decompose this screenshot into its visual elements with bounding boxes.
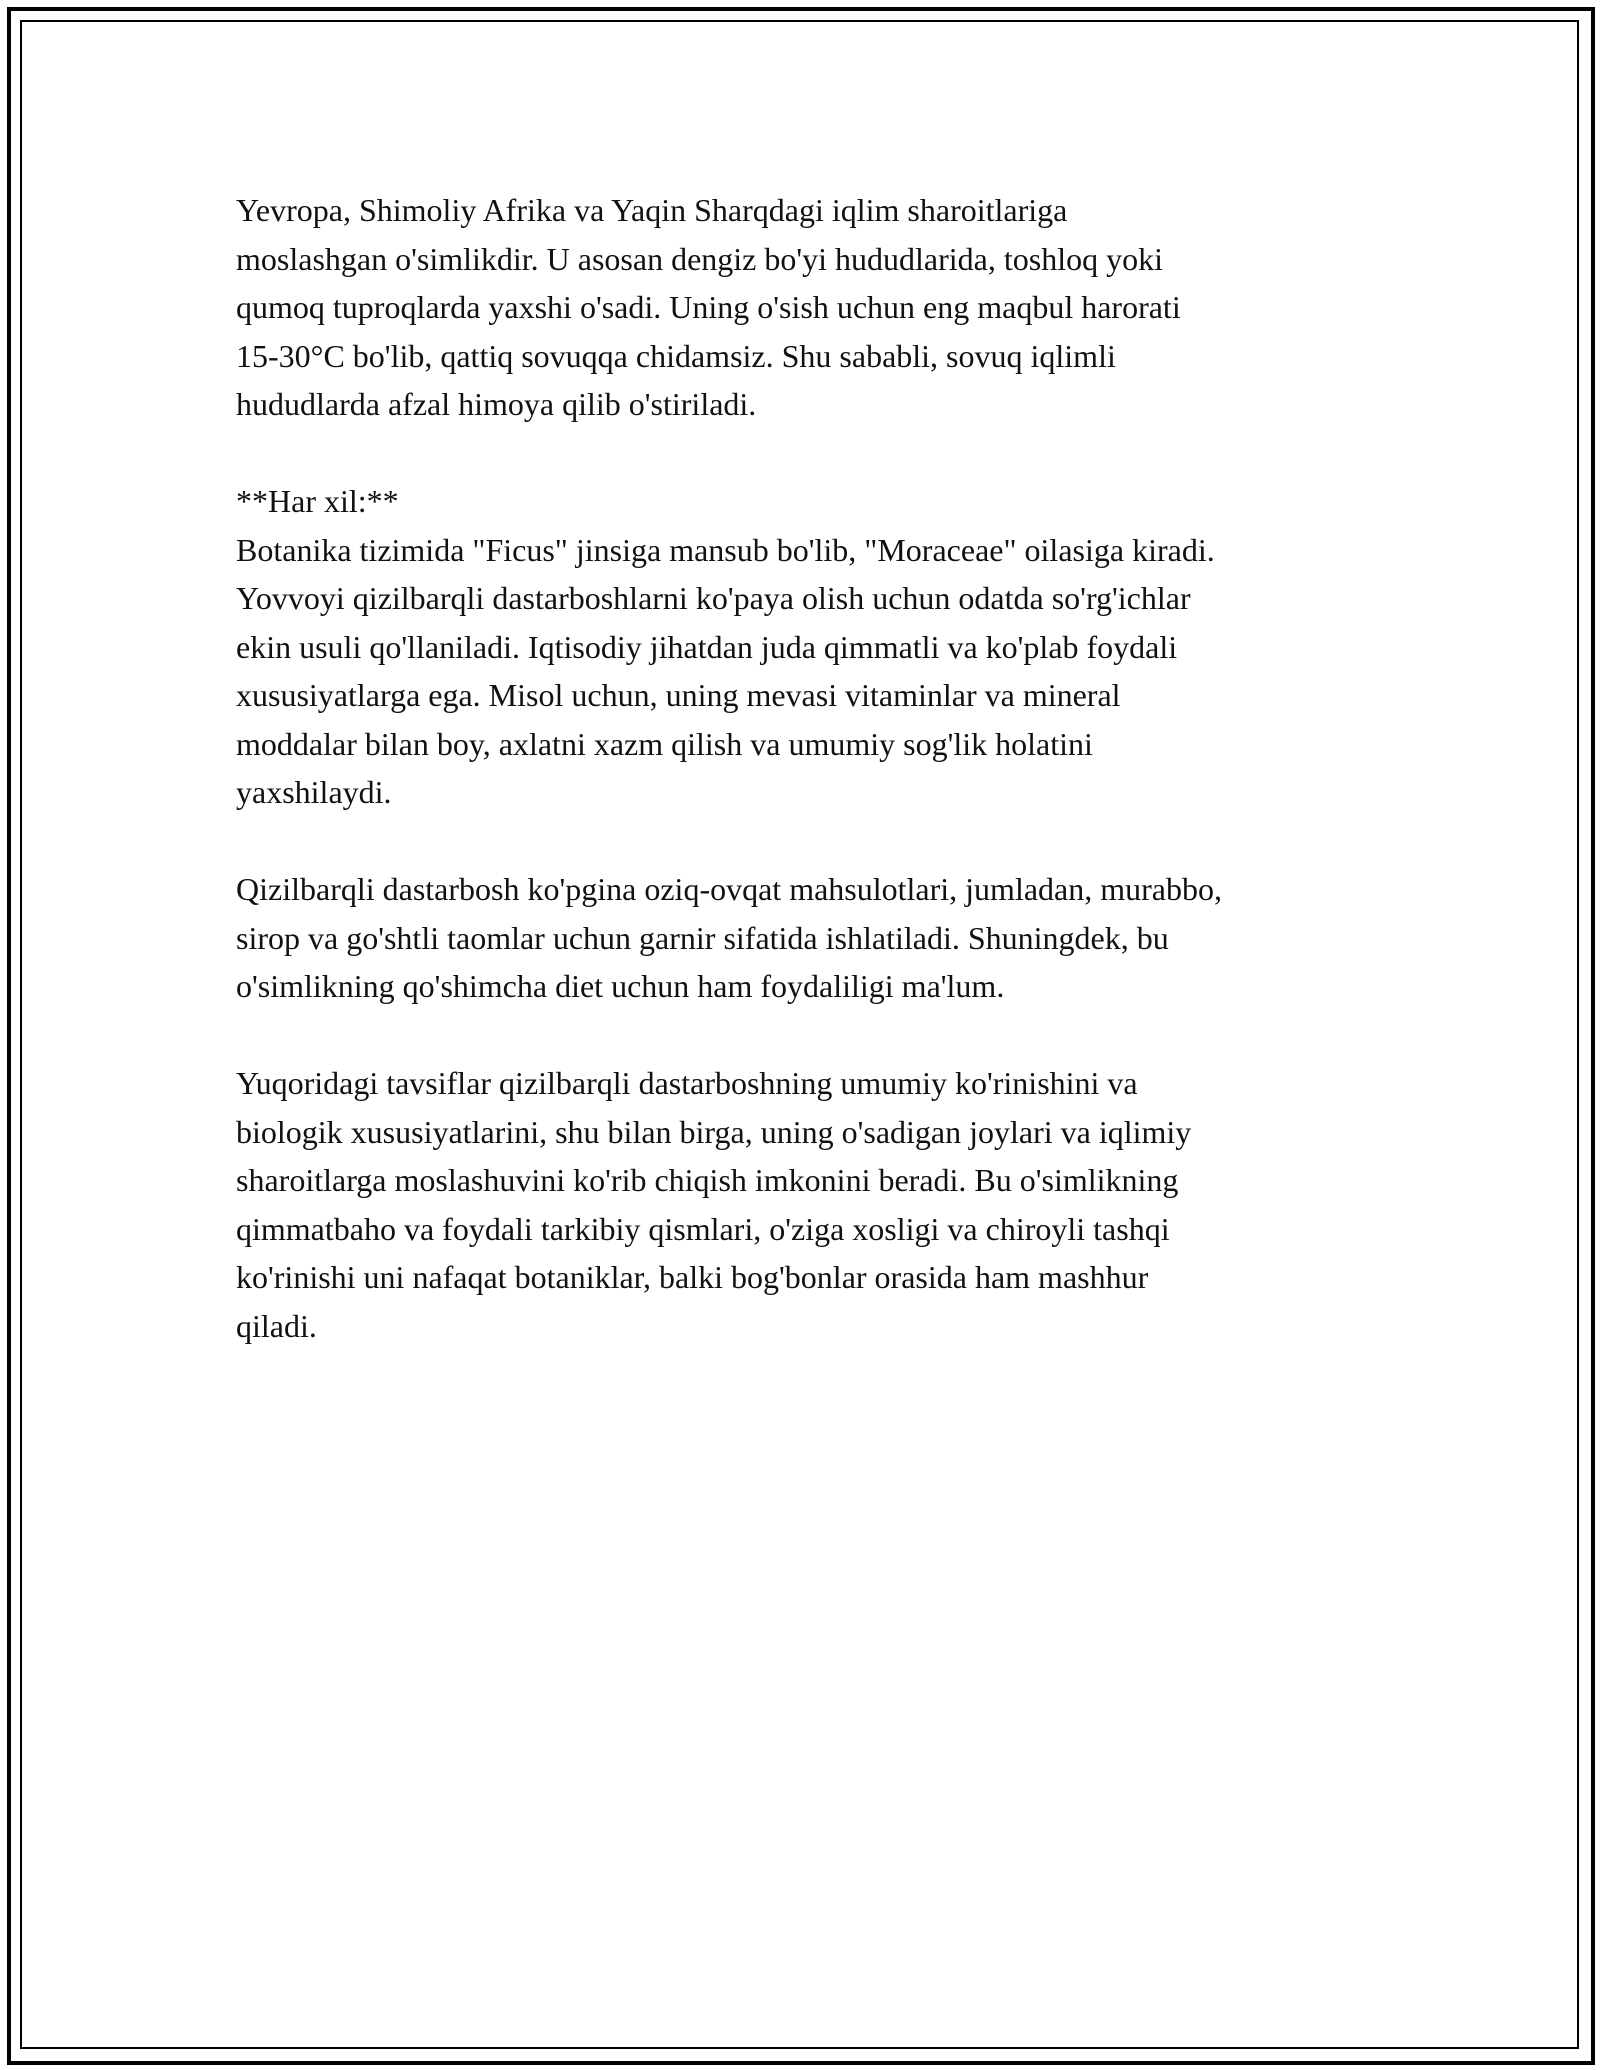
paragraph-gap bbox=[236, 1011, 1386, 1060]
text-line: o'simlikning qo'shimcha diet uchun ham foydaliligi ma'lum. bbox=[236, 968, 1005, 1004]
text-line: sirop va go'shtli taomlar uchun garnir sifatida ishlatiladi. Shuningdek, bu bbox=[236, 919, 1169, 956]
text-line: Yuqoridagi tavsiflar qizilbarqli dastarboshning umumiy ko'rinishini va bbox=[236, 1065, 1138, 1101]
paragraph-gap bbox=[236, 429, 1386, 478]
paragraph-gap bbox=[236, 817, 1386, 866]
text-line: sharoitlarga moslashuvini ko'rib chiqish imkonini beradi. Bu o'simlikning bbox=[236, 1162, 1179, 1198]
text-line: ekin usuli qo'llaniladi. Iqtisodiy jihatdan juda qimmatli va ko'plab foydali bbox=[236, 628, 1178, 665]
text-line: qumoq tuproqlarda yaxshi o'sadi. Uning o'sish uchun eng maqbul harorati bbox=[236, 289, 1181, 325]
paragraph-climate bbox=[236, 186, 1386, 429]
text-line: Yevropa, Shimoliy Afrika va Yaqin Sharqdagi iqlim sharoitlariga bbox=[236, 192, 1068, 228]
text-line: Yovvoyi qizilbarqli dastarboshlarni ko'paya olish uchun odatda so'rg'ichlar bbox=[236, 580, 1191, 616]
text-line: moslashgan o'simlikdir. U asosan dengiz bo'yi hududlarida, toshloq yoki bbox=[236, 240, 1163, 277]
text-line: 15-30°C bo'lib, qattiq sovuqqa chidamsiz. Shu sababli, sovuq iqlimli bbox=[236, 337, 1116, 374]
text-line: yaxshilaydi. bbox=[236, 774, 392, 810]
text-line: hududlarda afzal himoya qilib o'stiriladi. bbox=[236, 386, 757, 422]
text-line: moddalar bilan boy, axlatni xazm qilish va umumiy sog'lik holatini bbox=[236, 725, 1093, 762]
text-line: ko'rinishi uni nafaqat botaniklar, balki bog'bonlar orasida ham mashhur bbox=[236, 1259, 1149, 1295]
paragraph-varieties bbox=[236, 477, 1386, 817]
text-line: biologik xususiyatlarini, shu bilan birga, uning o'sadigan joylari va iqlimiy bbox=[236, 1113, 1192, 1150]
paragraph-uses bbox=[236, 865, 1386, 1011]
section-heading: **Har xil:** bbox=[236, 483, 399, 519]
text-line: xususiyatlarga ega. Misol uchun, uning mevasi vitaminlar va mineral bbox=[236, 677, 1121, 713]
text-line: qimmatbaho va foydali tarkibiy qismlari, o'ziga xosligi va chiroyli tashqi bbox=[236, 1210, 1170, 1247]
text-line: qiladi. bbox=[236, 1307, 317, 1344]
text-line: Qizilbarqli dastarbosh ko'pgina oziq-ovqat mahsulotlari, jumladan, murabbo, bbox=[236, 871, 1222, 907]
paragraph-summary bbox=[236, 1059, 1386, 1350]
text-line: Botanika tizimida "Ficus" jinsiga mansub bo'lib, "Moraceae" oilasiga kiradi. bbox=[236, 531, 1215, 568]
document-body bbox=[236, 186, 1386, 1350]
